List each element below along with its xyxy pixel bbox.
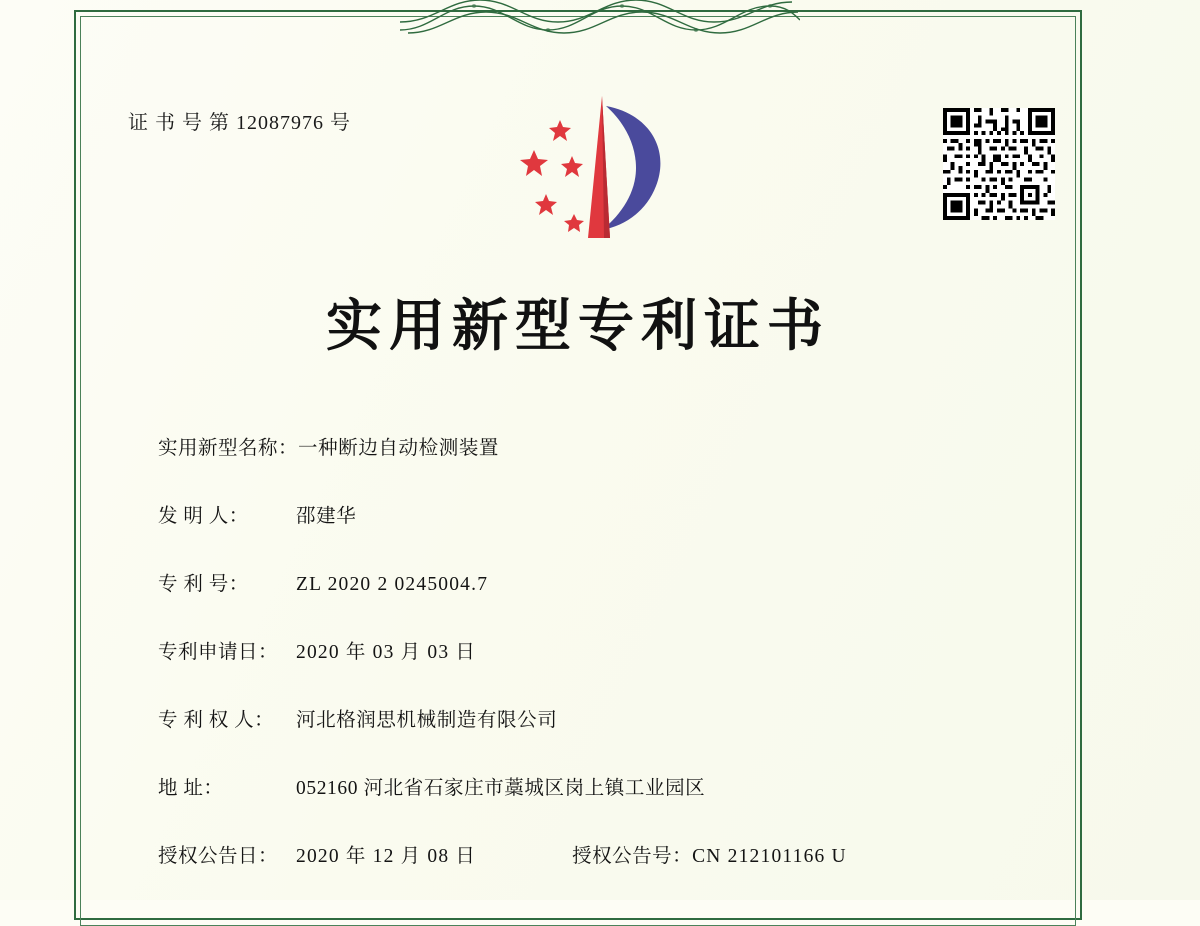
field-value: 邵建华 xyxy=(296,506,357,527)
field-value: 2020 年 03 月 03 日 xyxy=(296,642,477,663)
qr-code-icon xyxy=(943,108,1055,220)
field-value: 河北格润思机械制造有限公司 xyxy=(296,710,558,731)
field-label: 地 址： xyxy=(158,778,224,799)
certificate-number: 证 书 号 第 12087976 号 xyxy=(128,112,351,134)
field-grant-announcement xyxy=(158,840,1050,868)
field-label: 实用新型名称： xyxy=(158,438,299,459)
field-patent-number xyxy=(158,568,1050,596)
field-application-date xyxy=(158,636,1050,664)
field-label-grant-date: 授权公告日： xyxy=(158,846,279,867)
field-value-grant-number: CN 212101166 U xyxy=(692,846,847,867)
field-value: 052160 河北省石家庄市藁城区岗上镇工业园区 xyxy=(296,778,706,799)
field-label: 专 利 权 人： xyxy=(158,710,275,731)
field-address xyxy=(158,772,1050,800)
page-title: 实用新型专利证书 xyxy=(326,293,830,359)
field-value-grant-date: 2020 年 12 月 08 日 xyxy=(296,846,477,867)
fields-block xyxy=(158,432,1050,908)
field-value: ZL 2020 2 0245004.7 xyxy=(296,574,489,595)
cnipa-emblem-icon xyxy=(510,88,690,248)
field-label-grant-number: 授权公告号： xyxy=(572,846,693,867)
field-label: 专利申请日： xyxy=(158,642,279,663)
field-label: 专 利 号： xyxy=(158,574,249,595)
field-invention-name xyxy=(158,432,1050,460)
field-inventor xyxy=(158,500,1050,528)
field-patentee xyxy=(158,704,1050,732)
field-value: 一种断边自动检测装置 xyxy=(298,438,500,459)
ornament-band-top xyxy=(400,0,800,34)
field-label: 发 明 人： xyxy=(158,506,249,527)
